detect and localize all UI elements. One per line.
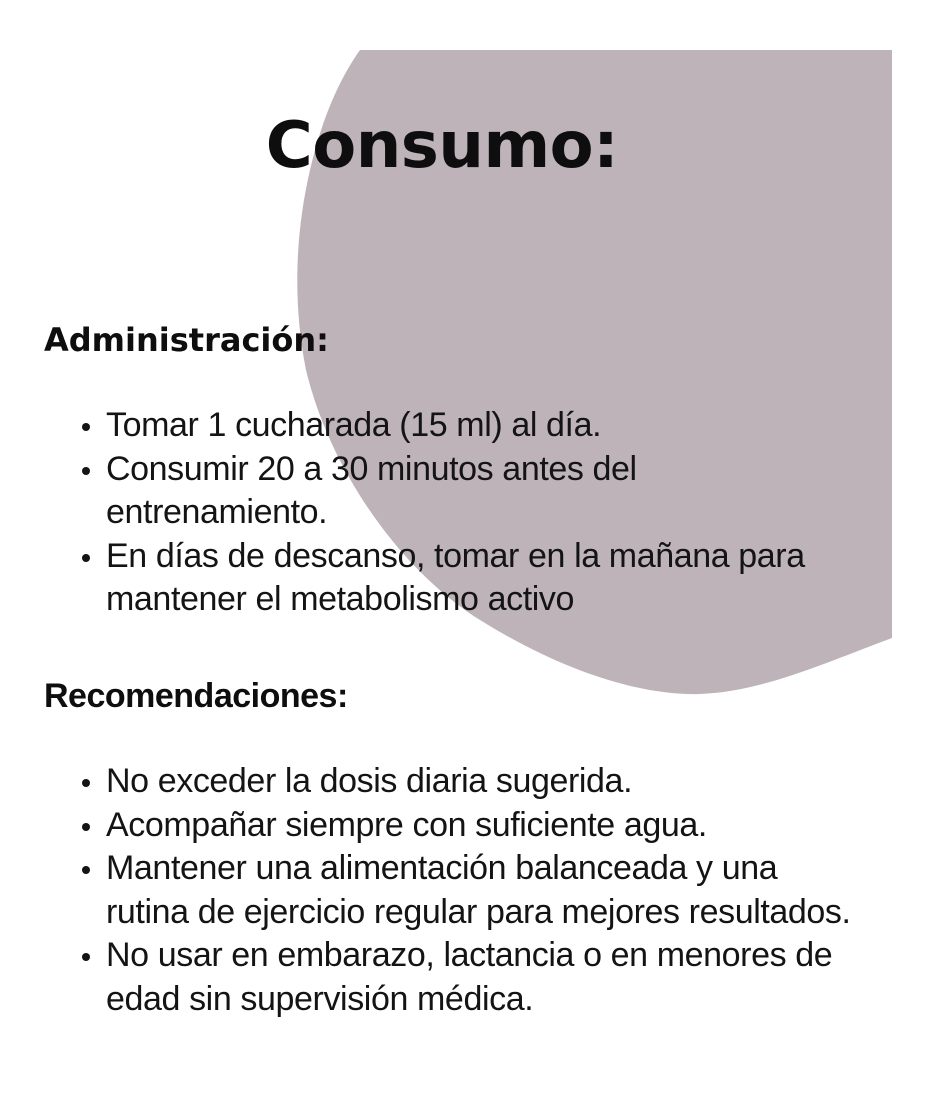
list-item [60,804,860,848]
list-item-text: No usar en embarazo, lactancia o en menores de edad sin supervisión médica. [106,936,833,1018]
list-item [60,535,860,622]
list-item [60,448,860,535]
section-heading-administracion: Administración: [44,321,329,359]
list-item-text: No exceder la dosis diaria sugerida. [106,762,633,800]
bullet-icon [82,779,90,787]
list-item-text: En días de descanso, tomar en la mañana para mantener el metabolismo activo [106,536,805,618]
list-item-text: Tomar 1 cucharada (15 ml) al día. [106,406,602,444]
bullet-icon [82,953,90,961]
list-item [60,404,860,448]
page-title: Consumo: [265,109,619,183]
section-heading-recomendaciones: Recomendaciones: [44,677,348,715]
list-item [60,760,860,804]
list-item [60,934,860,1021]
bullet-icon [82,866,90,874]
bullet-icon [82,554,90,562]
list-item-text: Consumir 20 a 30 minutos antes del entrenamiento. [106,449,637,531]
recomendaciones-list [60,760,860,1021]
list-item-text: Acompañar siempre con suficiente agua. [106,805,707,844]
administracion-list [60,404,860,622]
list-item-text: Mantener una alimentación balanceada y una rutina de ejercicio regular para mejores resultados. [106,849,851,931]
bullet-icon [82,423,90,431]
list-item [60,847,860,934]
bullet-icon [82,823,90,831]
bullet-icon [82,467,90,475]
